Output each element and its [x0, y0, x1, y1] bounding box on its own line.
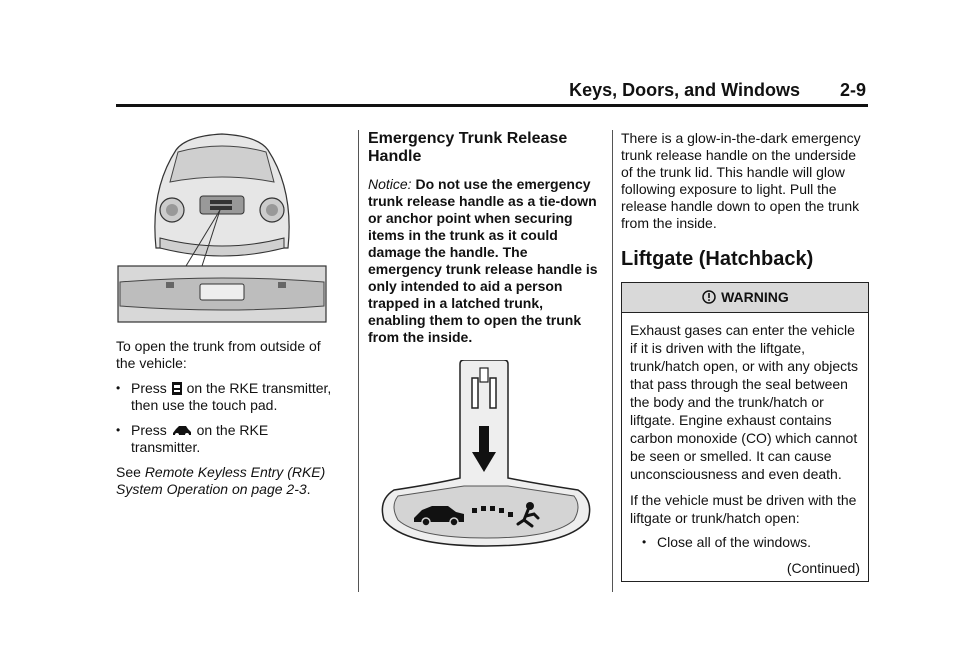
warning-title: WARNING: [721, 289, 789, 305]
list-item: [116, 380, 336, 414]
warning-box: [621, 282, 869, 582]
bullet-text-post: on the RKE transmitter, then use the touch pad.: [131, 380, 332, 413]
see-reference: [116, 464, 336, 498]
section-title: Keys, Doors, and Windows: [569, 80, 800, 100]
notice-text: Do not use the emergency trunk release handle as a tie-down or anchor point when securing items in the trunk as it could damage the handle. The emergency trunk release handle is only intended to aid a person trapped in a latched trunk, enabling them to open the trunk from the inside.: [368, 176, 598, 345]
column-2: [368, 130, 604, 550]
warning-paragraph-2: If the vehicle must be driven with the liftgate or trunk/hatch open:: [630, 492, 857, 526]
warning-icon: [702, 290, 716, 304]
trunk-key-icon: [172, 382, 182, 395]
warning-body: [622, 313, 868, 581]
list-item: [116, 422, 336, 456]
liftgate-heading: Liftgate (Hatchback): [621, 248, 814, 270]
notice-paragraph: [368, 176, 604, 346]
trunk-intro-text: To open the trunk from outside of the vehicle:: [116, 338, 321, 371]
notice-label: Notice:: [368, 176, 412, 192]
see-prefix: See: [116, 464, 141, 480]
bullet-text-pre: Press: [131, 380, 167, 396]
see-ref-link[interactable]: Remote Keyless Entry (RKE) System Operation on page 2-3: [116, 464, 326, 497]
see-suffix: .: [306, 481, 311, 497]
continued-label: (Continued): [786, 560, 860, 576]
emergency-release-heading: Emergency Trunk Release Handle: [368, 130, 568, 165]
column-divider-1: [358, 130, 359, 592]
trunk-exterior-illustration: [116, 130, 328, 326]
bullet-text-pre: Press: [131, 422, 167, 438]
bullet-text-post: on the RKE transmitter.: [131, 422, 269, 455]
column-1: [116, 130, 336, 506]
warning-bullet: • Close all of the windows.: [642, 533, 860, 551]
warning-paragraph-1: Exhaust gases can enter the vehicle if it is driven with the liftgate, trunk/hatch open, or with any objects that pass through the seal between the body and the trunk/hatch or liftgate. Engine exhaust contains carbon monoxide (CO) which cannot be seen or smelled. It can cause unconsciousness and even death.: [630, 322, 859, 482]
column-divider-2: [612, 130, 613, 592]
vehicle-unlock-icon: [172, 424, 192, 437]
page-number: 2-9: [839, 80, 866, 100]
column-3: [621, 130, 869, 582]
header-rule: [116, 104, 868, 107]
warning-header: [622, 283, 868, 313]
release-handle-illustration: [368, 360, 604, 550]
glow-handle-text: There is a glow-in-the-dark emergency trunk release handle on the underside of the trunk lid. This handle will glow following exposure to light. Pull the release handle down to open the trunk from the inside.: [621, 130, 861, 231]
